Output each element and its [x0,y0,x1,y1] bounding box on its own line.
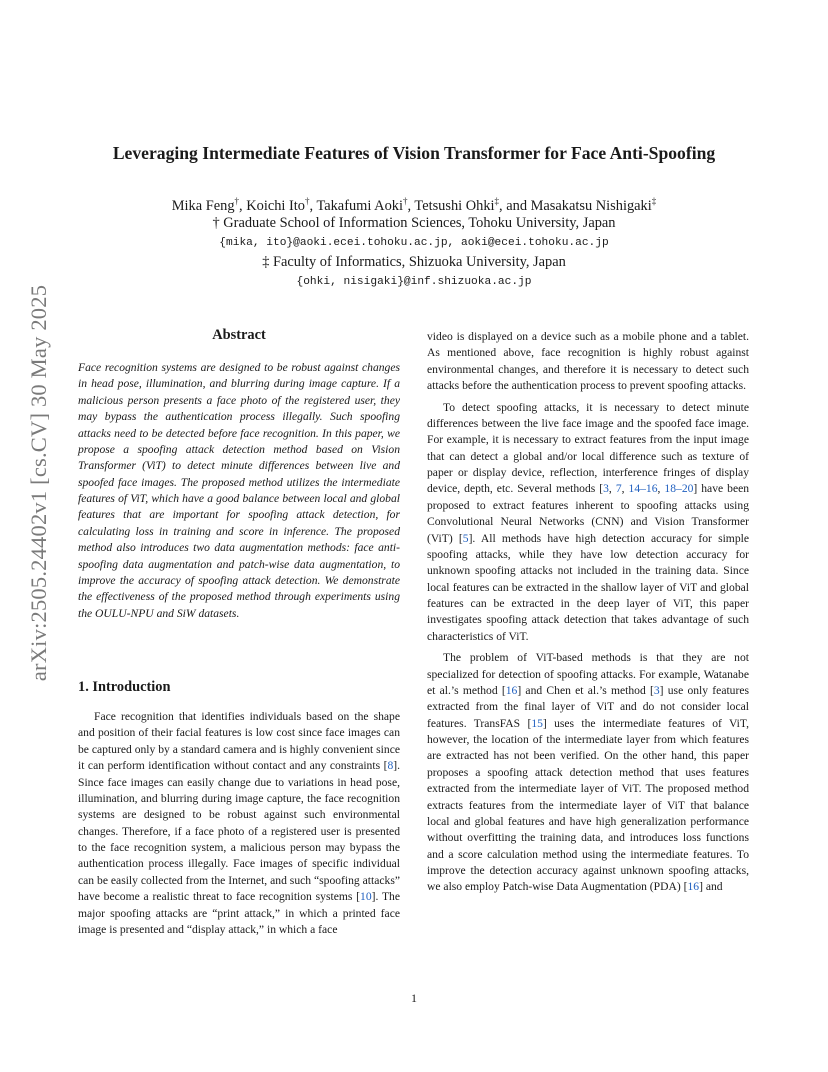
affiliation-tohoku: † Graduate School of Information Sciences, Tohoku University, Japan [212,215,616,231]
affiliation-mark: † [402,196,408,206]
affiliation-mark: ‡ [494,196,500,206]
citation-link[interactable]: 3 [653,683,660,697]
citation-link[interactable]: 14–16 [628,482,658,496]
citation-link[interactable]: 18–20 [664,482,694,496]
citation-link[interactable]: 16 [687,880,700,894]
author-list: Mika Feng†, Koichi Ito†, Takafumi Aoki†, Tetsushi Ohki‡, and Masakatsu Nishigaki‡ [171,196,657,214]
right-paragraph-3: The problem of ViT-based methods is that they are not specialized for detection of spoofing attacks. For example, Watanabe et al.’s method [16] and Chen et al.’s method [3] use only features extracted from the final layer of ViT and do not consider local features. TransFAS [15] uses the intermediate features of ViT, however, the location of the intermediate layer from which features are extracted has not been verified. On the other hand, this paper proposes a spoofing attack detection method that uses features extracted from the intermediate layer of ViT. The proposed method extracts features from the intermediate layer of ViT that balance local and global features and have high generalization performance without overfitting the training data, and introduces loss functions and a score calculation method using the intermediate features. To improve the detection accuracy against unknown spoofing attacks, we also employ Patch-wise Data Augmentation (PDA) [16] and [427,651,749,894]
page-number: 1 [411,991,417,1005]
author-name: Masakatsu Nishigaki [530,197,652,214]
citation-link[interactable]: 15 [531,716,543,730]
email-tohoku: {mika, ito}@aoki.ecei.tohoku.ac.jp, aoki@ecei.tohoku.ac.jp [219,237,609,249]
citation-link[interactable]: 3 [603,482,609,496]
citation-link[interactable]: 16 [505,683,518,697]
abstract-heading: Abstract [212,327,266,343]
right-paragraph-2: To detect spoofing attacks, it is necessary to detect minute differences between the live face image and the spoofed face image. For example, it is necessary to extract features from the input image that can detect a global and/or local difference such as texture of paper or display device, reflection, interference fringes of display device, depth, etc. Several methods [3, 7, 14–16, 18–20] have been proposed to extract features inherent to spoofing attacks using Convolutional Neural Networks (CNN) and Vision Transformer (ViT) [5]. All methods have high detection accuracy for simple spoofing attacks, while they have low detection accuracy for unknown spoofing attacks not included in the training data. Since local features can be extracted in the shallow layer of ViT and global features can be extracted in the deep layer of ViT, this paper investigates spoofing attack detection that takes advantage of such characteristics of ViT. [427,400,750,643]
arxiv-stamp: arXiv:2505.24402v1 [cs.CV] 30 May 2025 [26,284,51,682]
author-name: Tetsushi Ohki [414,197,495,214]
right-column [427,329,749,896]
citation-link[interactable]: 8 [387,759,394,773]
citation-link[interactable]: 5 [462,531,469,545]
citation-link[interactable]: 10 [360,890,372,904]
affiliation-mark: † [234,196,240,206]
introduction-heading: 1. Introduction [78,679,171,695]
citation-link[interactable]: 7 [615,482,622,496]
affiliation-mark: ‡ [651,196,657,206]
author-name: Takafumi Aoki [316,197,403,214]
affiliation-mark: † [305,196,310,206]
intro-paragraph-1: Face recognition that identifies individuals based on the shape and position of their facial features is low cost since face images can be captured only by a standard camera and is highly convenient since it can perform identification without contact and any constraints [8]. Since face images can easily change due to variations in head pose, illumination, and blurring during image capture, the face recognition systems are designed to be robust against such environmental changes. Therefore, if a face photo of a registered user is presented to the face recognition system, a malicious person may bypass the authentication process illegally. Face images of specific individual can be easily collected from the Internet, and such “spoofing attacks” have become a realistic threat to face recognition systems [10]. The major spoofing attacks are “print attack,” in which a printed face image is presented and “display attack,” in which a face [78,710,400,936]
email-shizuoka: {ohki, nisigaki}@inf.shizuoka.ac.jp [296,276,532,288]
paper-title: Leveraging Intermediate Features of Vision Transformer for Face Anti-Spoofing [112,143,716,163]
author-name: Koichi Ito [246,197,305,214]
introduction-left-column [78,709,400,938]
right-paragraph-1: video is displayed on a device such as a mobile phone and a tablet. As mentioned above, face recognition is highly robust against environmental changes, and therefore it is necessary to detect such attacks before the authentication process to prevent spoofing attacks. [427,330,749,393]
abstract-body [78,360,400,622]
author-name: Mika Feng [171,197,235,214]
affiliation-shizuoka: ‡ Faculty of Informatics, Shizuoka University, Japan [262,254,566,270]
abstract-text: Face recognition systems are designed to be robust against changes in head pose, illumination, and blurring during image capture. If a malicious person presents a face photo of the registered user, they may bypass the authentication process illegally. Such spoofing attacks need to be detected before face recognition. In this paper, we propose a spoofing attack detection method based on Vision Transformer (ViT) to detect minute differences between live and spoofed face images. The proposed method utilizes the intermediate features of ViT, which have a good balance between local and global features that are important for spoofing attack detection, for calculating loss in training and score in inference. The proposed method also introduces two data augmentation methods: face anti-spoofing data augmentation and patch-wise data augmentation, to improve the accuracy of spoofing attack detection. We demonstrate the effectiveness of the proposed method through experiments using the OULU-NPU and SiW datasets. [78,361,400,620]
